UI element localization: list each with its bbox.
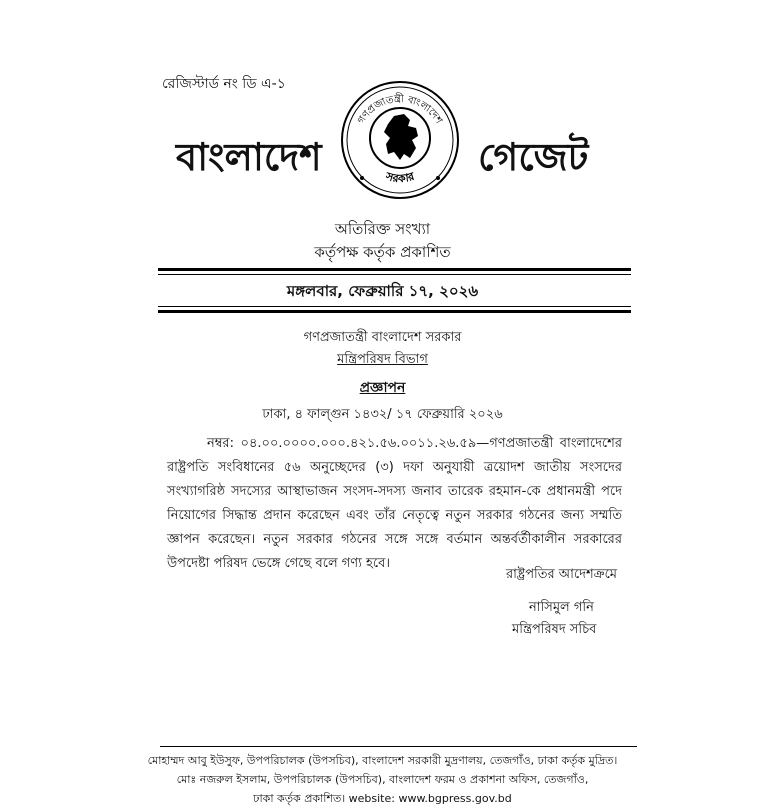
government-name: গণপ্রজাতন্ত্রী বাংলাদেশ সরকার — [303, 330, 462, 345]
signatory-title: মন্ত্রিপরিষদ সচিব — [512, 622, 597, 637]
header-rule-thin-bottom — [158, 306, 631, 307]
extra-issue-label: অতিরিক্ত সংখ্যা — [334, 220, 431, 238]
gazette-title-right: গেজেট — [478, 135, 589, 179]
footer-line-2: মোঃ নজরুল ইসলাম, উপপরিচালক (উপসচিব), বাংলাদেশ ফরম ও প্রকাশনা অফিস, তেজগাঁও, — [176, 773, 589, 786]
footer-line-1: মোহাম্মদ আবু ইউসুফ, উপপরিচালক (উপসচিব), বাংলাদেশ সরকারী মুদ্রণালয়, তেজগাঁও, ঢাকা কর্তৃক মুদ্রিত। — [147, 754, 618, 767]
header-rule-thick-top — [158, 268, 631, 271]
footer-line-3: ঢাকা কর্তৃক প্রকাশিত। website: www.bgpress.gov.bd — [253, 792, 512, 805]
notification-body: নম্বর: ০৪.০০.০০০০.০০০.৪২১.৫৬.০০১১.২৬.৫৯—গণপ্রজাতন্ত্রী বাংলাদেশের রাষ্ট্রপতি সংবিধানের ৫৬ অনুচ্ছেদের (৩) দফা অনুযায়ী ত্রয়োদশ জাতীয় সংসদের সংখ্যাগরিষ্ঠ সদস্যের আস্থাভাজন সংসদ-সদস্য জনাব তারেক রহমান-কে প্রধানমন্ত্রী পদে নিয়োগের সিদ্ধান্ত প্রদান করেছেন এবং তাঁর নেতৃত্বে নতুন সরকার গঠনের জন্য সম্মতি জ্ঞাপন করেছেন। নতুন সরকার গঠনের সঙ্গে সঙ্গে বর্তমান অন্তর্বর্তীকালীন সরকারের উপদেষ্টা পরিষদ ভেঙ্গে গেছে বলে গণ্য হবে। — [167, 436, 622, 571]
gazette-date: মঙ্গলবার, ফেব্রুয়ারি ১৭, ২০২৬ — [286, 282, 479, 300]
division-name: মন্ত্রিপরিষদ বিভাগ — [337, 352, 428, 367]
footer-rule — [160, 746, 637, 747]
signatory-name: নাসিমুল গনি — [529, 600, 594, 615]
registered-number: রেজিস্টার্ড নং ডি এ-১ — [162, 76, 286, 92]
by-order-line: রাষ্ট্রপতির আদেশক্রমে — [506, 567, 618, 582]
svg-text:সরকার — [383, 169, 416, 185]
place-date: ঢাকা, ৪ ফাল্গুন ১৪৩২/ ১৭ ফেব্রুয়ারি ২০২৬ — [262, 407, 503, 422]
seal-top-text: গণপ্রজাতন্ত্রী বাংলাদেশ — [356, 93, 444, 126]
gazette-title-left: বাংলাদেশ — [176, 135, 322, 179]
header-rule-thick-bottom — [158, 310, 631, 313]
publisher-label: কর্তৃপক্ষ কর্তৃক প্রকাশিত — [314, 243, 451, 261]
notification-heading: প্রজ্ঞাপন — [359, 380, 406, 396]
government-seal — [338, 78, 462, 202]
header-rule-thin-top — [158, 274, 631, 275]
seal-bottom-text: সরকার — [384, 169, 416, 186]
